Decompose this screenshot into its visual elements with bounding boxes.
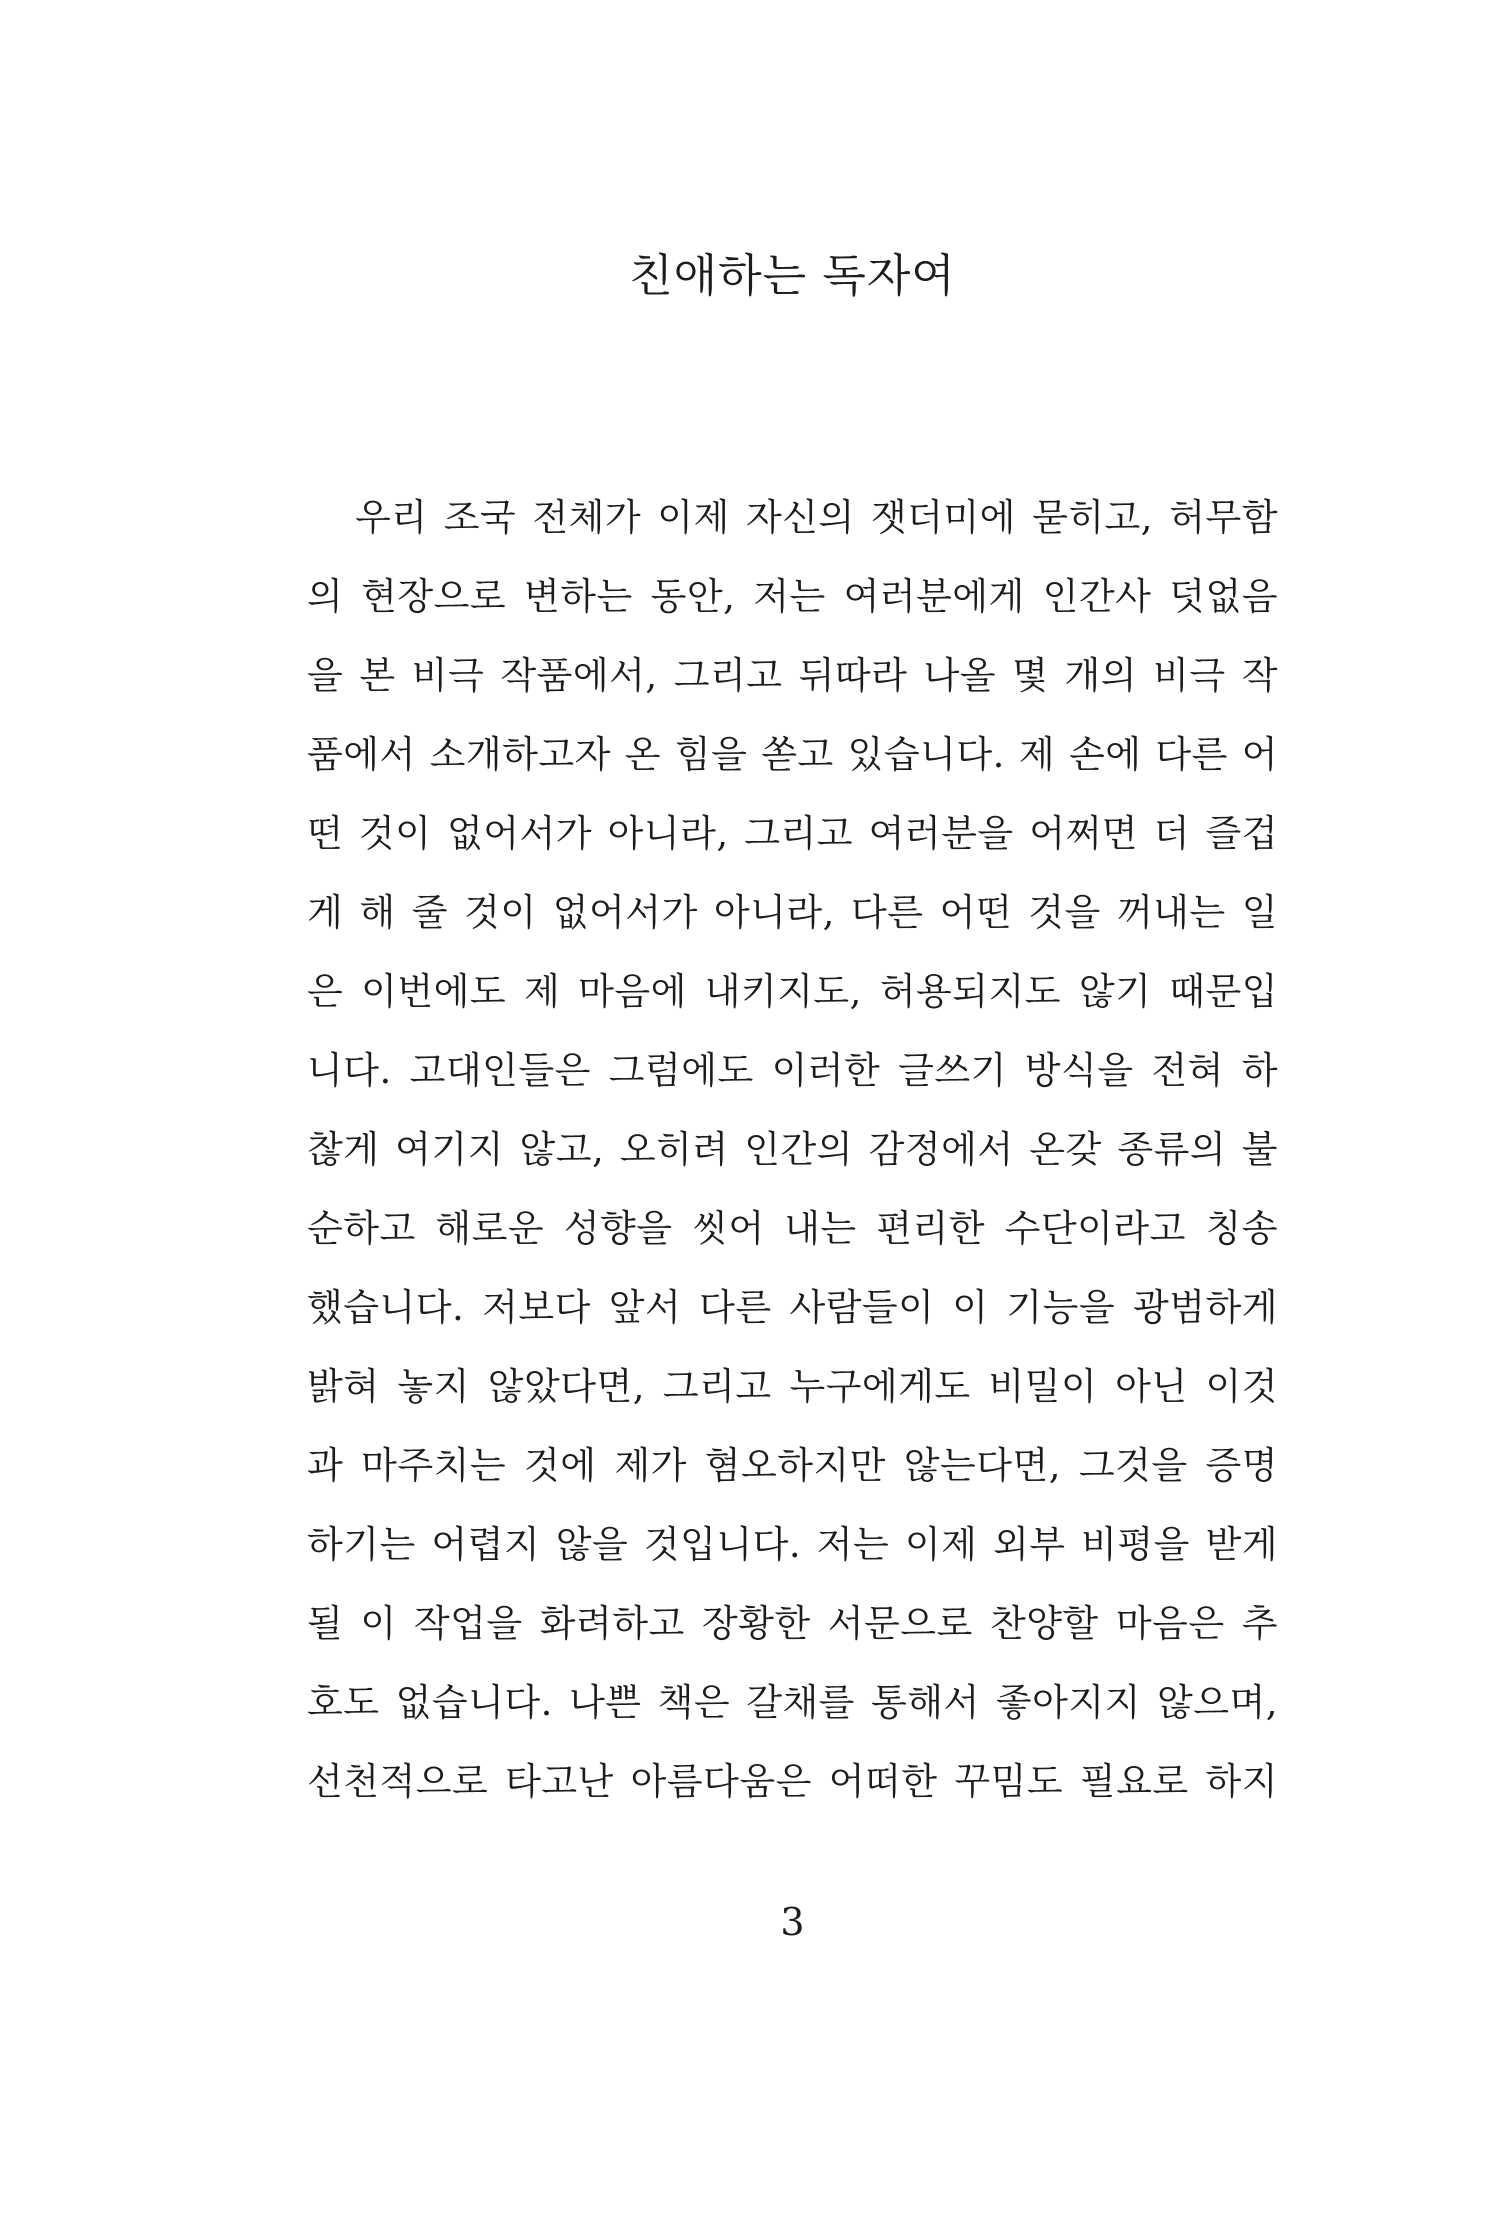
- paragraph-line: 선천적으로 타고난 아름다움은 어떠한 꾸밈도 필요로 하지: [307, 1760, 1278, 1803]
- paragraph-line: 될 이 작업을 화려하고 장황한 서문으로 찬양할 마음은 추: [307, 1602, 1278, 1645]
- paragraph-line: 순하고 해로운 성향을 씻어 내는 편리한 수단이라고 칭송: [307, 1207, 1278, 1250]
- paragraph-line: 품에서 소개하고자 온 힘을 쏟고 있습니다. 제 손에 다른 어: [307, 733, 1278, 776]
- paragraph-line: 하기는 어렵지 않을 것입니다. 저는 이제 외부 비평을 받게: [307, 1523, 1278, 1566]
- paragraph-line: 찮게 여기지 않고, 오히려 인간의 감정에서 온갖 종류의 불: [307, 1128, 1278, 1171]
- paragraph-line: 우리 조국 전체가 이제 자신의 잿더미에 묻히고, 허무함: [355, 496, 1278, 539]
- paragraph-line: 과 마주치는 것에 제가 혐오하지만 않는다면, 그것을 증명: [307, 1444, 1278, 1487]
- paragraph-line: 했습니다. 저보다 앞서 다른 사람들이 이 기능을 광범하게: [307, 1286, 1278, 1329]
- paragraph-line: 은 이번에도 제 마음에 내키지도, 허용되지도 않기 때문입: [307, 970, 1278, 1013]
- chapter-title: 친애하는 독자여: [629, 249, 956, 302]
- page-number: 3: [780, 1900, 805, 1944]
- paragraph-line: 니다. 고대인들은 그럼에도 이러한 글쓰기 방식을 전혀 하: [307, 1049, 1278, 1092]
- paragraph-line: 밝혀 놓지 않았다면, 그리고 누구에게도 비밀이 아닌 이것: [307, 1365, 1278, 1408]
- paragraph-line: 떤 것이 없어서가 아니라, 그리고 여러분을 어쩌면 더 즐겁: [307, 812, 1278, 855]
- paragraph-line: 게 해 줄 것이 없어서가 아니라, 다른 어떤 것을 꺼내는 일: [307, 891, 1278, 934]
- paragraph-line: 호도 없습니다. 나쁜 책은 갈채를 통해서 좋아지지 않으며,: [307, 1681, 1278, 1724]
- paragraph-line: 을 본 비극 작품에서, 그리고 뒤따라 나올 몇 개의 비극 작: [307, 654, 1278, 697]
- paragraph-line: 의 현장으로 변하는 동안, 저는 여러분에게 인간사 덧없음: [307, 575, 1278, 618]
- preface-paragraph: [307, 478, 1278, 1821]
